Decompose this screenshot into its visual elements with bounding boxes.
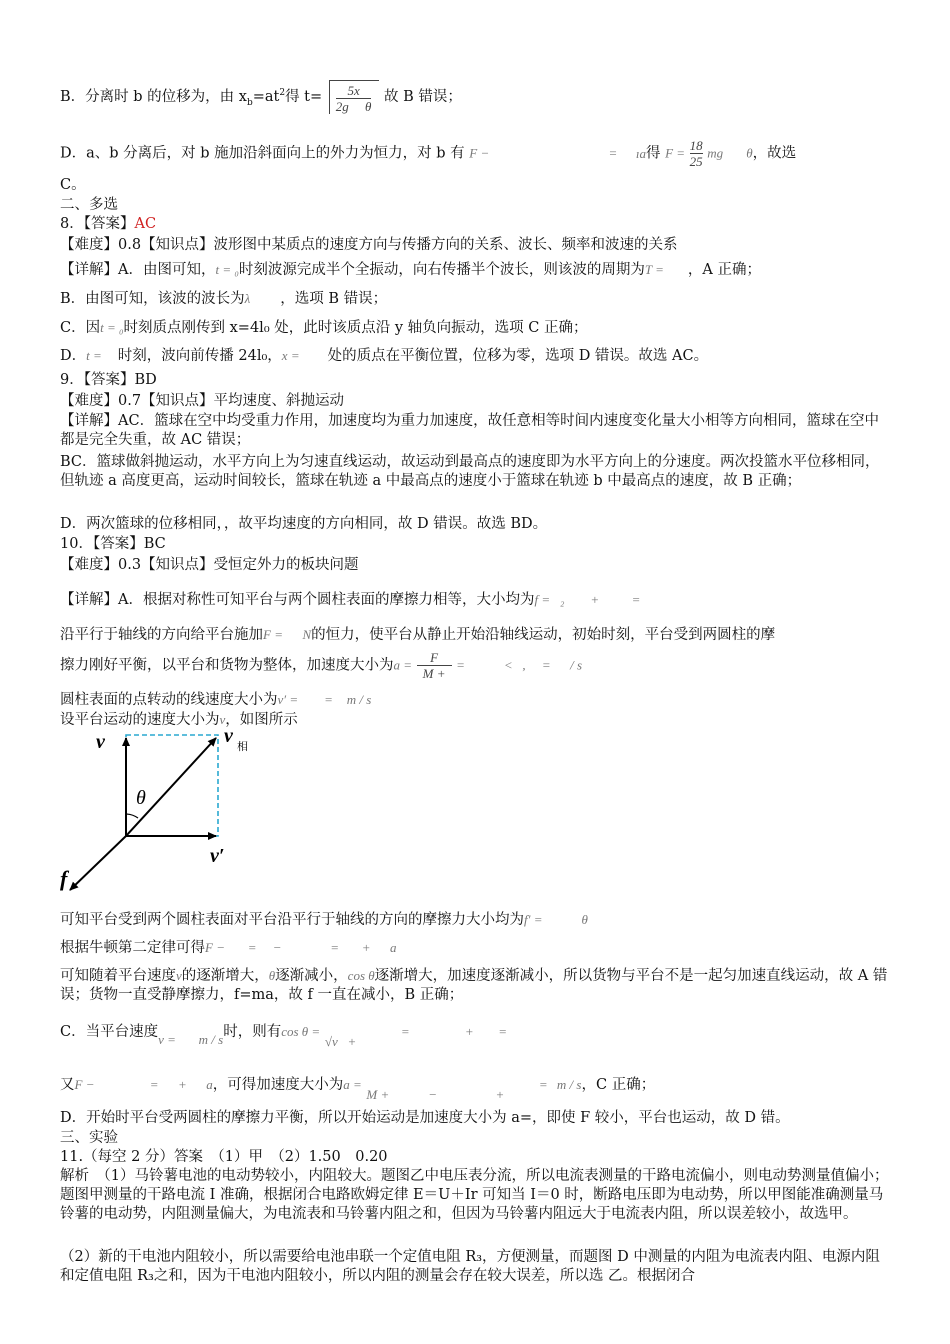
detail-10-accel	[60, 650, 582, 681]
numerator: 5x	[347, 83, 360, 98]
text: 故 B 错误；	[384, 89, 462, 105]
answer-red: AC	[134, 216, 157, 232]
sqrt-expression	[329, 80, 380, 114]
detail-8-a	[60, 260, 761, 280]
math: θ	[268, 968, 276, 983]
text: B．由图可知，该波的波长为	[60, 291, 245, 307]
subscript: b	[246, 97, 253, 108]
label-v-prime: v′	[210, 845, 225, 867]
text: 8．【答案】	[60, 216, 135, 232]
text: 11.（每空 2 分）答案 （1）甲 （2）1.50 0.20	[60, 1149, 388, 1165]
math: =	[498, 1024, 508, 1039]
text: 处的质点在平衡位置，位移为零，选项 D 错误。故选 AC。	[327, 348, 709, 364]
line-d-force	[60, 138, 796, 169]
math: cos θ =	[281, 1024, 321, 1039]
math: F − = + a	[74, 1077, 213, 1092]
den-a: 2g	[335, 99, 349, 114]
text: D．两次篮球的位移相同，，故平均速度的方向相同，故 D 错误。故选 BD。	[60, 516, 548, 532]
text: ，选项 B 错误；	[280, 291, 388, 307]
text: ，C 正确；	[581, 1077, 656, 1093]
denominator: 25	[689, 154, 703, 169]
text: 【详解】A．由图可知，	[60, 262, 216, 278]
text: （2）新的干电池内阻较小，所以需要给电池串联一个定值电阻 R₃，方便测量，而题图 D 中测量的内阻为电流表内阻、电源内阻和定值电阻 R₃之和，因为干电池内阻较小，所以内阻的测量会存在较大误差，所以选 乙。根据闭合	[60, 1249, 880, 1284]
text: 又	[60, 1077, 75, 1093]
text: 可知平台受到两个圆柱表面对平台沿平行于轴线的方向的摩擦力大小均为	[60, 912, 524, 928]
line-c	[60, 176, 86, 195]
text: ，可得加速度大小为	[212, 1077, 344, 1093]
text: 【难度】0.8【知识点】波形图中某质点的速度方向与传播方向的关系、波长、频率和波速的关系	[60, 237, 678, 253]
math: = < , = / s	[456, 657, 583, 673]
math: t =	[86, 348, 102, 363]
text: 时刻波源完成半个全振动，向右传播半个波长，则该波的周期为	[238, 262, 645, 278]
label-v-relative: v	[224, 726, 233, 747]
detail-10-a	[60, 590, 640, 610]
text: ，如图所示	[225, 712, 298, 728]
analysis-11-1	[60, 1167, 892, 1224]
math: f′ = θ	[524, 912, 588, 927]
detail-10-friction	[60, 910, 588, 930]
line-b-separation	[60, 80, 462, 114]
answer-9	[60, 371, 157, 390]
label-f: f	[60, 866, 68, 891]
text: 【难度】0.3【知识点】受恒定外力的板块问题	[60, 557, 359, 573]
math: v	[176, 968, 182, 983]
text: D．开始时平台受两圆柱的摩擦力平衡，所以开始运动是加速度大小为 a=，即使 F 较小，平台也运动，故 D 错。	[60, 1110, 790, 1126]
text: B．分离时 b 的位移为，由 x	[60, 89, 247, 105]
math: f = ₂ + =	[534, 592, 641, 607]
fraction	[336, 83, 372, 114]
math: mg	[707, 145, 724, 161]
math: M + − +	[366, 1087, 505, 1102]
text: BC．篮球做斜抛运动，水平方向上为匀速直线运动，故运动到最高点的速度即为水平方向上的分速度。两次投篮水平位移相同，但轨迹 a 高度更高，运动时间较长，篮球在轨迹 a 中最高点的速度小于篮球在轨迹 b 中最高点的速度，故 B 正确；	[60, 454, 880, 489]
text: 逐渐增大，加速度逐渐减小，所以货物与平台不是一起匀加速直线运动，故 A 错误；货物一直受静摩擦力，f=ma，故 f 一直在减小，B 正确；	[60, 968, 888, 1003]
text: 圆柱表面的点转动的线速度大小为	[60, 692, 278, 708]
math: F = N	[263, 627, 312, 642]
answer-10	[60, 535, 166, 554]
difficulty-9	[60, 392, 344, 411]
text: 【详解】AC．篮球在空中均受重力作用，加速度均为重力加速度，故任意相等时间内速度变化量大小相等方向相同，篮球在空中都是完全失重，故 AC 错误；	[60, 413, 880, 448]
denominator: M +	[417, 665, 452, 681]
text: 解析 （1）马铃薯电池的电动势较小，内阻较大。题图乙中电压表分流，所以电流表测量的干路电流偏小，则电动势测量值偏小；题图甲测量的干路电流 I 准确，根据闭合电路欧姆定律 E＝U＋Ir 可知当 I＝0 时，断路电压即为电动势，所以甲图能准确测量马铃薯的电动势，内阻测量偏大，为电流表和马铃薯内阻之和，但因为马铃薯内阻远大于电流表内阻，所以误差较小，故选甲。	[60, 1168, 889, 1222]
math: =	[538, 1077, 548, 1092]
text: C．因	[60, 320, 101, 336]
detail-9-d	[60, 515, 547, 534]
math: v = m / s	[158, 1032, 224, 1047]
fraction-18-25	[690, 138, 703, 169]
math: t = ₀	[215, 262, 239, 277]
den-b: θ	[365, 99, 372, 114]
text: 二、多选	[60, 197, 118, 213]
text: 三、实验	[60, 1130, 118, 1146]
text: C。	[60, 177, 86, 193]
detail-8-b	[60, 289, 387, 309]
math-unit: m / s	[556, 1077, 582, 1092]
difficulty-8	[60, 236, 678, 255]
difficulty-10	[60, 556, 359, 575]
math: T =	[644, 262, 664, 277]
math: a =	[343, 1077, 362, 1092]
text: 得	[645, 145, 661, 162]
text: =at	[252, 89, 280, 105]
detail-9-ac	[60, 412, 892, 450]
math: = +	[400, 1024, 474, 1039]
detail-10-analysis	[60, 966, 892, 1005]
text: ，A 正确；	[687, 262, 762, 278]
section-experiment	[60, 1129, 118, 1148]
fraction-F-M	[417, 650, 452, 681]
detail-10-newton	[60, 938, 397, 958]
math: a =	[393, 657, 413, 673]
text: 根据牛顿第二定律可得	[60, 940, 205, 956]
text: 10．【答案】BC	[60, 536, 166, 552]
velocity-diagram	[56, 726, 276, 906]
text: 【难度】0.7【知识点】平均速度、斜抛运动	[60, 393, 345, 409]
text: 得 t=	[285, 89, 323, 105]
detail-10-linear-speed	[60, 690, 371, 710]
text: 设平台运动的速度大小为	[60, 712, 220, 728]
label-v-relative-sub: 相	[237, 740, 248, 753]
text: 沿平行于轴线的方向给平台施加	[60, 627, 263, 643]
math: cos θ	[347, 968, 375, 983]
arrow-f	[70, 836, 126, 890]
math: F −	[469, 145, 490, 161]
analysis-11-2	[60, 1248, 892, 1286]
detail-10-c	[60, 1022, 508, 1049]
math: =	[608, 145, 618, 161]
section-multi-choice	[60, 196, 118, 215]
text: D．	[60, 348, 87, 364]
math: F =	[665, 145, 686, 161]
text: 时，则有	[223, 1024, 282, 1040]
answer-11	[60, 1148, 388, 1167]
text: ，故选	[752, 145, 797, 162]
math: F − = − = + a	[205, 940, 397, 955]
text: D．a、b 分离后，对 b 施加沿斜面向上的外力为恒力，对 b 有	[60, 145, 465, 162]
detail-8-d	[60, 346, 708, 366]
text: 擦力刚好平衡，以平台和货物为整体，加速度大小为	[60, 657, 394, 674]
superscript: 2	[279, 88, 286, 99]
text: 时刻，波向前传播 24l₀，	[117, 348, 282, 364]
detail-10-d	[60, 1109, 790, 1128]
text: 【详解】A．根据对称性可知平台与两个圆柱表面的摩擦力相等，大小均为	[60, 592, 535, 608]
answer-8	[60, 215, 156, 234]
math: √v +	[324, 1034, 357, 1049]
text: 逐渐减小，	[275, 968, 348, 984]
numerator: 18	[689, 138, 703, 153]
text: 的逐渐增大，	[181, 968, 269, 984]
text: 的恒力，使平台从静止开始沿轴线运动，初始时刻，平台受到两圆柱的摩	[311, 627, 776, 643]
math: λ	[244, 291, 251, 306]
label-v: v	[96, 731, 105, 753]
math: x =	[281, 348, 300, 363]
text: 时刻质点刚传到 x=4l₀ 处，此时该质点沿 y 轴负向振动，选项 C 正确；	[123, 320, 588, 336]
math: θ	[746, 145, 753, 161]
math: v	[219, 712, 226, 727]
detail-8-c	[60, 318, 587, 338]
angle-arc	[126, 814, 138, 818]
detail-10-force	[60, 625, 775, 645]
text: 9．【答案】BD	[60, 372, 157, 388]
text: C．当平台速度	[60, 1024, 159, 1040]
math-unit: m / s	[346, 692, 372, 707]
math: ıa	[635, 145, 646, 161]
math: v′ = =	[277, 692, 333, 707]
numerator: F	[430, 650, 439, 665]
detail-10-c-accel	[60, 1075, 656, 1102]
text: 可知随着平台速度	[60, 968, 176, 984]
detail-9-bc	[60, 453, 892, 491]
label-theta: θ	[136, 787, 146, 809]
denominator	[336, 98, 372, 114]
math: t = ₀	[100, 320, 124, 335]
